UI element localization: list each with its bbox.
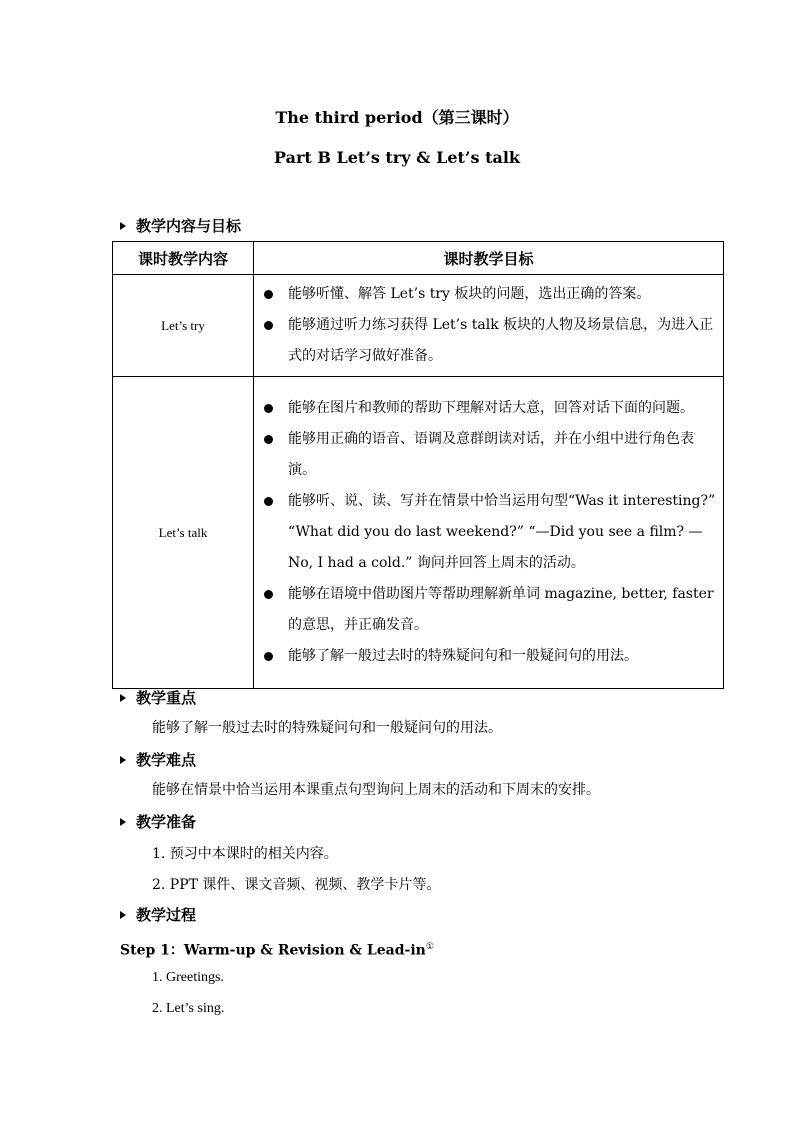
bullet-dot-icon bbox=[264, 290, 273, 299]
triangle-bullet-icon bbox=[120, 818, 126, 826]
section-label: 教学难点 bbox=[136, 751, 197, 769]
table-row bbox=[113, 377, 724, 689]
table-header-row bbox=[113, 242, 724, 275]
goal-text: 能够在图片和教师的帮助下理解对话大意，回答对话下面的问题。 bbox=[288, 400, 694, 416]
key-points-text: 能够了解一般过去时的特殊疑问句和一般疑问句的用法。 bbox=[152, 720, 502, 736]
list-item bbox=[262, 641, 717, 672]
table-header-cell: 课时教学内容 bbox=[113, 242, 254, 275]
section-heading-content-goals bbox=[118, 216, 241, 236]
goals-cell bbox=[254, 377, 724, 689]
difficulties-text: 能够在情景中恰当运用本课重点句型询问上周末的活动和下周末的安排。 bbox=[152, 782, 600, 798]
bullet-dot-icon bbox=[264, 321, 273, 330]
goal-text: 能够在语境中借助图片等帮助理解新单词 magazine, better, faster 的意思，并正确发音。 bbox=[288, 586, 714, 633]
section-heading-key-points bbox=[118, 688, 196, 708]
page-subtitle: Part B Let’s try & Let’s talk bbox=[273, 148, 520, 167]
preparation-item: 2. PPT 课件、课文音频、视频、教学卡片等。 bbox=[152, 877, 441, 893]
section-label: 教学内容与目标 bbox=[136, 217, 242, 235]
bullet-dot-icon bbox=[264, 497, 273, 506]
list-item bbox=[262, 424, 717, 486]
goal-text: 能够用正确的语音、语调及意群朗读对话，并在小组中进行角色表演。 bbox=[288, 431, 694, 478]
goal-text: 能够听、说、读、写并在情景中恰当运用句型“Was it interesting?” “What did you do last weekend?” “—Did you see a film? —No, I had a cold.” 询问并回答上周末的活动。 bbox=[288, 493, 716, 571]
goal-text: 能够听懂、解答 Let’s try 板块的问题，选出正确的答案。 bbox=[288, 286, 651, 302]
section-label: 教学准备 bbox=[136, 813, 197, 831]
step-label: Step 1：Warm-up & Revision & Lead-in bbox=[120, 942, 426, 959]
page-title: The third period（第三课时） bbox=[275, 108, 519, 127]
list-item bbox=[262, 279, 717, 310]
goals-cell bbox=[254, 275, 724, 377]
bullet-dot-icon bbox=[264, 404, 273, 413]
list-item bbox=[262, 579, 717, 641]
bullet-dot-icon bbox=[264, 435, 273, 444]
section-heading-preparation bbox=[118, 812, 196, 832]
list-item bbox=[262, 310, 717, 372]
lesson-cell: Let’s try bbox=[113, 275, 254, 377]
footnote-marker: ① bbox=[425, 942, 434, 952]
triangle-bullet-icon bbox=[120, 222, 126, 230]
triangle-bullet-icon bbox=[120, 756, 126, 764]
step-heading bbox=[120, 937, 434, 961]
step-item: 2. Let’s sing. bbox=[152, 1001, 225, 1016]
goal-text: 能够了解一般过去时的特殊疑问句和一般疑问句的用法。 bbox=[288, 648, 638, 664]
lesson-cell: Let’s talk bbox=[113, 377, 254, 689]
section-heading-difficulties bbox=[118, 750, 196, 770]
preparation-item: 1. 预习中本课时的相关内容。 bbox=[152, 846, 338, 862]
goal-text: 能够通过听力练习获得 Let’s talk 板块的人物及场景信息，为进入正式的对话学习做好准备。 bbox=[288, 317, 714, 364]
list-item bbox=[262, 393, 717, 424]
section-label: 教学重点 bbox=[136, 689, 197, 707]
section-label: 教学过程 bbox=[136, 906, 197, 924]
triangle-bullet-icon bbox=[120, 694, 126, 702]
triangle-bullet-icon bbox=[120, 911, 126, 919]
section-heading-process bbox=[118, 905, 196, 925]
bullet-dot-icon bbox=[264, 652, 273, 661]
step-item: 1. Greetings. bbox=[152, 970, 224, 985]
goals-table bbox=[112, 241, 724, 689]
list-item bbox=[262, 486, 717, 579]
table-header-cell: 课时教学目标 bbox=[254, 242, 724, 275]
bullet-dot-icon bbox=[264, 590, 273, 599]
table-row bbox=[113, 275, 724, 377]
